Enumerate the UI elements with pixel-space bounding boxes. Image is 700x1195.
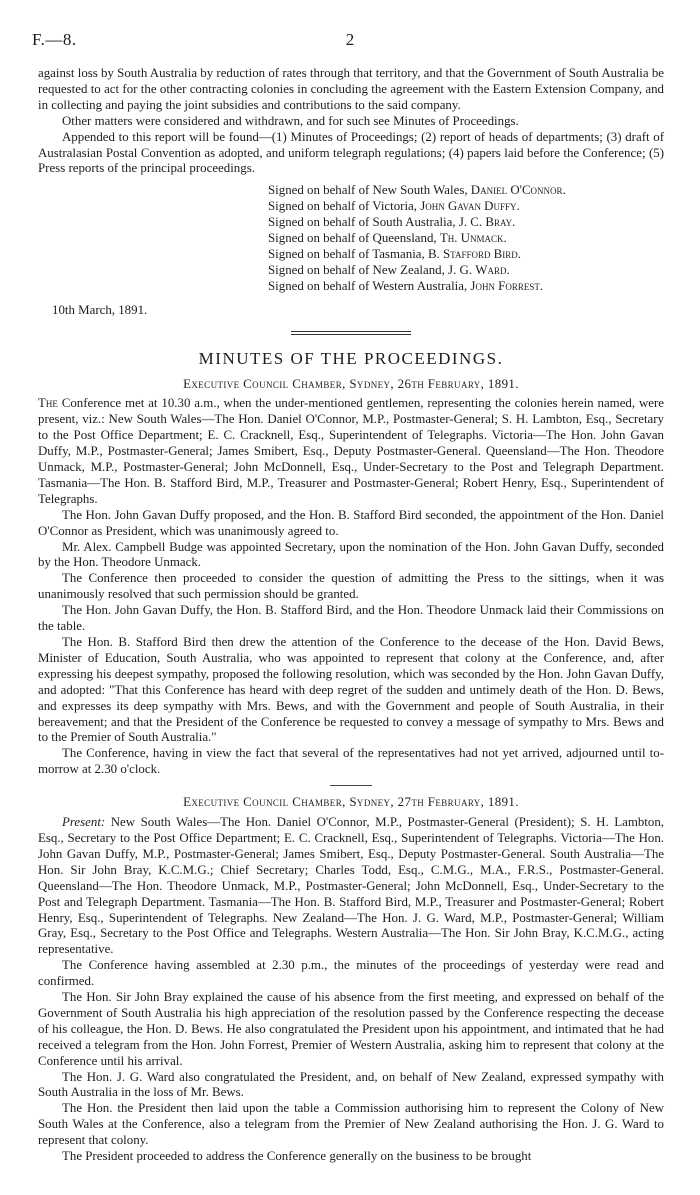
signatory-name: Daniel O'Connor [470,183,563,198]
minutes-paragraph: Mr. Alex. Campbell Budge was appointed Secretary, upon the nomination of the Hon. John Gavan Duffy, seconded by the Hon. Theodore Unmack. [38,539,664,570]
meeting-heading-day1: Executive Council Chamber, Sydney, 26th February, 1891. [183,376,519,391]
minutes-paragraph: The Hon. John Gavan Duffy, the Hon. B. Stafford Bird, and the Hon. Theodore Unmack laid their Commissions on the table. [38,603,664,634]
signatory-name: Ward [475,262,507,277]
minutes-paragraph: The Hon. John Gavan Duffy proposed, and the Hon. B. Stafford Bird seconded, the appointment of the Hon. Daniel O'Connor as President, which was unanimously agreed to. [38,507,664,538]
minutes-paragraph: The Hon. the President then laid upon the table a Commission authorising him to represent the Colony of New South Wales at the Conference, also a telegram from the Premier of New Zealand authorising the Hon. J. G. Ward to represent that colony. [38,1101,664,1148]
report-date: 10th March, 1891. [52,302,148,317]
minutes-title: MINUTES OF THE PROCEEDINGS. [198,348,504,368]
appended-paragraph: Appended to this report will be found—(1) Minutes of Proceedings; (2) report of heads of departments; (3) draft of Australasian Postal Convention as adopted, and uniform telegraph regulations; (4) papers laid before the Conference; (5) Press reports of the principal proceedings. [38,129,664,176]
opening-word: The [38,396,58,411]
signature-block [268,183,664,294]
section-rule [291,331,411,335]
signatory-name: John Forrest [470,278,540,293]
signatory-name: Stafford Bird [443,246,518,261]
day-divider [330,785,372,786]
minutes-paragraph: The President proceeded to address the Conference generally on the business to be brought [62,1149,532,1164]
minutes-paragraph: The Hon. Sir John Bray explained the cause of his absence from the first meeting, and expressed on behalf of the Government of South Australia his high appreciation of the resolution passed by the Conference respecting the decease of his colleague, the Hon. D. Bews. He also congratulated the President upon his appointment, and intimated that he had received a telegram from the Hon. John Forrest, Premier of Western Australia, asking him to represent that colony at the Conference until his arrival. [38,990,664,1068]
signature-line: Signed on behalf of Tasmania, B. Stafford Bird. [268,246,522,261]
minutes-paragraph: The Conference then proceeded to consider the question of admitting the Press to the sittings, when it was unanimously resolved that such permission should be granted. [38,571,664,602]
minutes-paragraph: The Conference having assembled at 2.30 p.m., the minutes of the proceedings of yesterday were read and confirmed. [38,958,664,989]
page-header [32,30,668,54]
other-matters-paragraph: Other matters were considered and withdrawn, and for such see Minutes of Proceedings. [62,113,519,128]
minutes-paragraph: The Hon. B. Stafford Bird then drew the attention of the Conference to the decease of the Hon. David Bews, Minister of Education, South Australia, who was appointed to represent that colony at the Conference, and, after expressing his deepest sympathy, proposed the following resolution, which was seconded by the Hon. John Gavan Duffy, and adopted: "That this Conference has heard with deep regret of the sudden and untimely death of the Hon. D. Bews, and expresses its deep sympathy with Mrs. Bews, and with the Government and people of South Australia, in their bereavement; and that the President of the Conference be requested to convey a message of sympathy to Mrs. Bews and to the Premier of South Australia." [38,635,664,745]
meeting-heading-day2: Executive Council Chamber, Sydney, 27th February, 1891. [183,795,519,810]
signature-line: Signed on behalf of New South Wales, Daniel O'Connor. [268,183,566,198]
attendance-paragraph: The Conference met at 10.30 a.m., when the under-mentioned gentlemen, representing the colonies herein named, were present, viz.: New South Wales—The Hon. Daniel O'Connor, M.P., Postmaster-General; S. H. Lambton, Esq., Secretary to the Post Office Department; E. C. Cracknell, Esq., Superintendent of Telegraphs. Victoria—The Hon. John Gavan Duffy, M.P., Postmaster-General; James Smibert, Esq., Deputy Postmaster-General. Queensland—The Hon. Theodore Unmack, M.P., Postmaster-General; John McDonnell, Esq., Under-Secretary to the Post and Telegraph Department. Tasmania—The Hon. B. Stafford Bird, M.P., Treasurer and Postmaster-General; Robert Henry, Esq., Superintendent of Telegraphs. [38,396,664,506]
page-number: 2 [345,30,355,49]
page-body [38,66,664,1165]
signatory-name: Bray [485,215,513,230]
signature-line: Signed on behalf of South Australia, J. C. Bray. [268,215,516,230]
signature-line: Signed on behalf of Queensland, Th. Unmack. [268,231,507,246]
signatory-name: John Gavan Duffy [420,199,517,214]
minutes-paragraph: The Conference, having in view the fact that several of the representatives had not yet arrived, adjourned until to-morrow at 2.30 o'clock. [38,746,664,777]
signature-line: Signed on behalf of New Zealand, J. G. Ward. [268,262,510,277]
attendance-paragraph: Present: New South Wales—The Hon. Daniel O'Connor, M.P., Postmaster-General (President); S. H. Lambton, Esq., Secretary to the Post Office Department; E. C. Cracknell, Esq., Superintendent of Telegraphs. Victoria—The Hon. John Gavan Duffy, M.P., Postmaster-General; James Smibert, Esq., Deputy Postmaster-General. South Australia—The Hon. Sir John Bray, K.C.M.G.; Chief Secretary; Charles Todd, Esq., C.M.G., M.A., F.R.S., Postmaster-General. Queensland—The Hon. Theodore Unmack, M.P., Postmaster-General; John McDonnell, Esq., Under-Secretary to the Post and Telegraph Department. Tasmania—The Hon. B. Stafford Bird, M.P., Treasurer and Postmaster-General; Robert Henry, Esq., Superintendent of Telegraphs. New Zealand—The Hon. J. G. Ward, M.P., Postmaster-General; William Gray, Esq., Secretary to the Post Office and Telegraphs. Western Australia—The Hon. Sir John Bray, K.C.M.G., acting representative. [38,815,664,957]
signature-line: Signed on behalf of Victoria, John Gavan Duffy. [268,199,520,214]
continuation-paragraph: against loss by South Australia by reduction of rates through that territory, and that the Government of South Australia be requested to act for the other contracting colonies in concluding the agreement with the Eastern Extension Company, and in collecting and paying the joint subsidies and contributions to the said company. [38,66,664,112]
signatory-name: Th. Unmack [439,231,504,246]
signature-line: Signed on behalf of Western Australia, John Forrest. [268,278,544,293]
present-label: Present: [62,815,106,830]
minutes-paragraph: The Hon. J. G. Ward also congratulated the President, and, on behalf of New Zealand, expressed sympathy with South Australia in the loss of Mr. Bews. [38,1069,664,1100]
report-reference: F.—8. [32,30,77,49]
